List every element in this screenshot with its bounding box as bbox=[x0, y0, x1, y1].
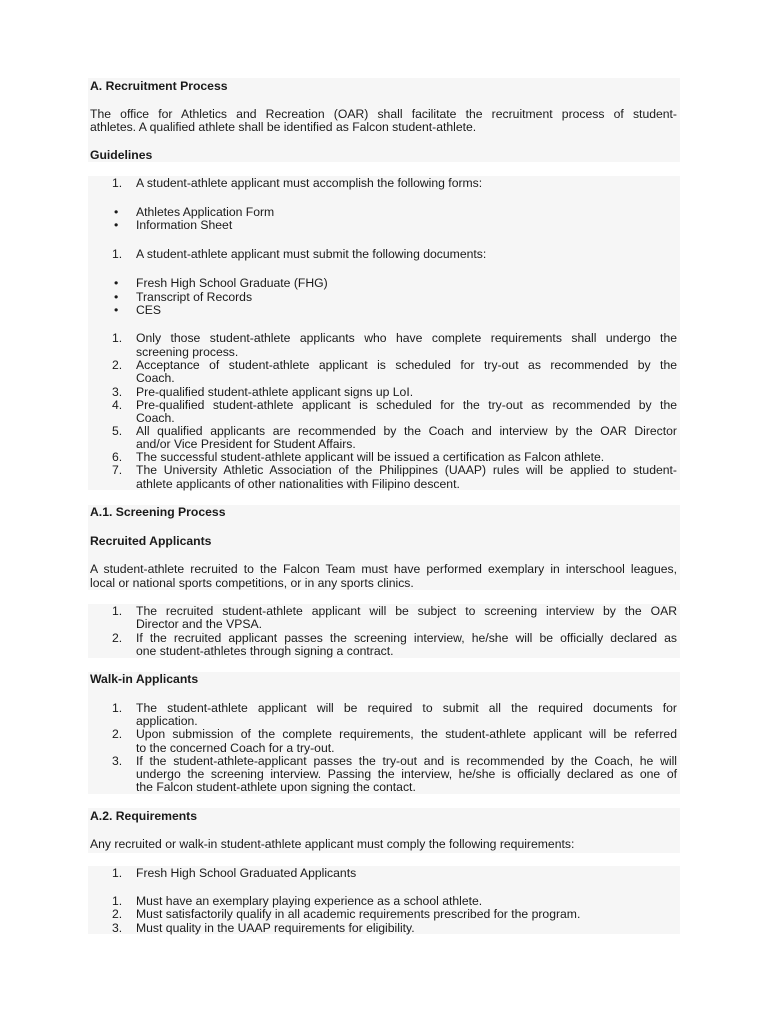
list-item-text: The recruited student-athlete applicant will be subject to screening interview by the OAR bbox=[136, 604, 677, 618]
list-item-text: A student-athlete applicant must accomplish the following forms: bbox=[136, 176, 483, 190]
list-item-text: and/or Vice President for Student Affairs. bbox=[136, 437, 356, 451]
subsection-heading: Recruited Applicants bbox=[90, 534, 212, 548]
bullet-text: Transcript of Records bbox=[136, 290, 253, 304]
list-number: 1. bbox=[112, 866, 123, 880]
bullet-icon: • bbox=[114, 303, 119, 317]
list-number: 1. bbox=[112, 331, 123, 345]
list-item-text: screening process. bbox=[136, 345, 239, 359]
list-number: 7. bbox=[112, 463, 123, 477]
list-item-text: Pre-qualified student-athlete applicant signs up LoI. bbox=[136, 385, 414, 399]
bullet-icon: • bbox=[114, 205, 119, 219]
list-number: 4. bbox=[112, 398, 123, 412]
list-number: 2. bbox=[112, 631, 123, 645]
section-heading: A.1. Screening Process bbox=[90, 505, 226, 519]
paragraph-line: A student-athlete recruited to the Falcon Team must have performed exemplary in interschool leagues, bbox=[90, 562, 677, 576]
list-item-text: If the recruited applicant passes the screening interview, he/she will be officially declared as bbox=[136, 631, 677, 645]
section-heading: A. Recruitment Process bbox=[90, 79, 228, 93]
list-item-text: Must quality in the UAAP requirements for eligibility. bbox=[136, 921, 415, 935]
list-number: 2. bbox=[112, 727, 123, 741]
bullet-icon: • bbox=[114, 290, 119, 304]
list-number: 1. bbox=[112, 701, 123, 715]
list-number: 1. bbox=[112, 247, 123, 261]
list-item-text: application. bbox=[136, 714, 198, 728]
list-number: 6. bbox=[112, 450, 123, 464]
list-item-text: undergo the screening interview. Passing the interview, he/she is officially declared as one of bbox=[136, 767, 677, 781]
list-item-text: Only those student-athlete applicants who have complete requirements shall undergo the bbox=[136, 331, 677, 345]
subsection-heading: Walk-in Applicants bbox=[90, 672, 199, 686]
bullet-icon: • bbox=[114, 276, 119, 290]
list-item-text: If the student-athlete-applicant passes the try-out and is recommended by the Coach, he will bbox=[136, 754, 677, 768]
bullet-icon: • bbox=[114, 218, 119, 232]
list-item-text: Acceptance of student-athlete applicant is scheduled for try-out as recommended by the bbox=[136, 358, 677, 372]
intro-paragraph-line: athletes. A qualified athlete shall be identified as Falcon student-athlete. bbox=[90, 120, 477, 134]
list-item-text: Coach. bbox=[136, 371, 175, 385]
bullet-text: Information Sheet bbox=[136, 218, 233, 232]
list-item-text: athlete applicants of other nationalities with Filipino descent. bbox=[136, 477, 460, 491]
section-heading: A.2. Requirements bbox=[90, 809, 198, 823]
list-item-text: A student-athlete applicant must submit the following documents: bbox=[136, 247, 487, 261]
list-item-text: Must have an exemplary playing experience as a school athlete. bbox=[136, 894, 483, 908]
list-number: 3. bbox=[112, 385, 123, 399]
list-number: 3. bbox=[112, 921, 123, 935]
list-item-text: one student-athletes through signing a contract. bbox=[136, 644, 394, 658]
intro-paragraph-line: The office for Athletics and Recreation (OAR) shall facilitate the recruitment process of student- bbox=[90, 107, 677, 121]
list-item-text: Must satisfactorily qualify in all academic requirements prescribed for the program. bbox=[136, 907, 581, 921]
paragraph-line: local or national sports competitions, or in any sports clinics. bbox=[90, 576, 414, 590]
paragraph-line: Any recruited or walk-in student-athlete applicant must comply the following requirements: bbox=[90, 837, 575, 851]
list-number: 5. bbox=[112, 424, 123, 438]
list-item-text: All qualified applicants are recommended by the Coach and interview by the OAR Director bbox=[136, 424, 677, 438]
bullet-text: CES bbox=[136, 303, 162, 317]
list-item-text: The successful student-athlete applicant will be issued a certification as Falcon athlete. bbox=[136, 450, 605, 464]
list-number: 1. bbox=[112, 176, 123, 190]
list-item-text: the Falcon student-athlete upon signing the contact. bbox=[136, 780, 416, 794]
list-item-text: Coach. bbox=[136, 411, 175, 425]
bullet-text: Fresh High School Graduate (FHG) bbox=[136, 276, 328, 290]
list-number: 2. bbox=[112, 907, 123, 921]
list-item-text: to the concerned Coach for a try-out. bbox=[136, 741, 335, 755]
list-item-text: The University Athletic Association of the Philippines (UAAP) rules will be applied to student- bbox=[136, 463, 677, 477]
list-item-text: Upon submission of the complete requirements, the student-athlete applicant will be referred bbox=[136, 727, 677, 741]
list-number: 1. bbox=[112, 604, 123, 618]
guidelines-heading: Guidelines bbox=[90, 148, 153, 162]
list-item-text: Director and the VPSA. bbox=[136, 617, 262, 631]
bullet-text: Athletes Application Form bbox=[136, 205, 275, 219]
list-item-text: Fresh High School Graduated Applicants bbox=[136, 866, 357, 880]
list-number: 2. bbox=[112, 358, 123, 372]
list-item-text: Pre-qualified student-athlete applicant is scheduled for the try-out as recommended by the bbox=[136, 398, 677, 412]
list-number: 3. bbox=[112, 754, 123, 768]
list-number: 1. bbox=[112, 894, 123, 908]
list-item-text: The student-athlete applicant will be required to submit all the required documents for bbox=[136, 701, 677, 715]
